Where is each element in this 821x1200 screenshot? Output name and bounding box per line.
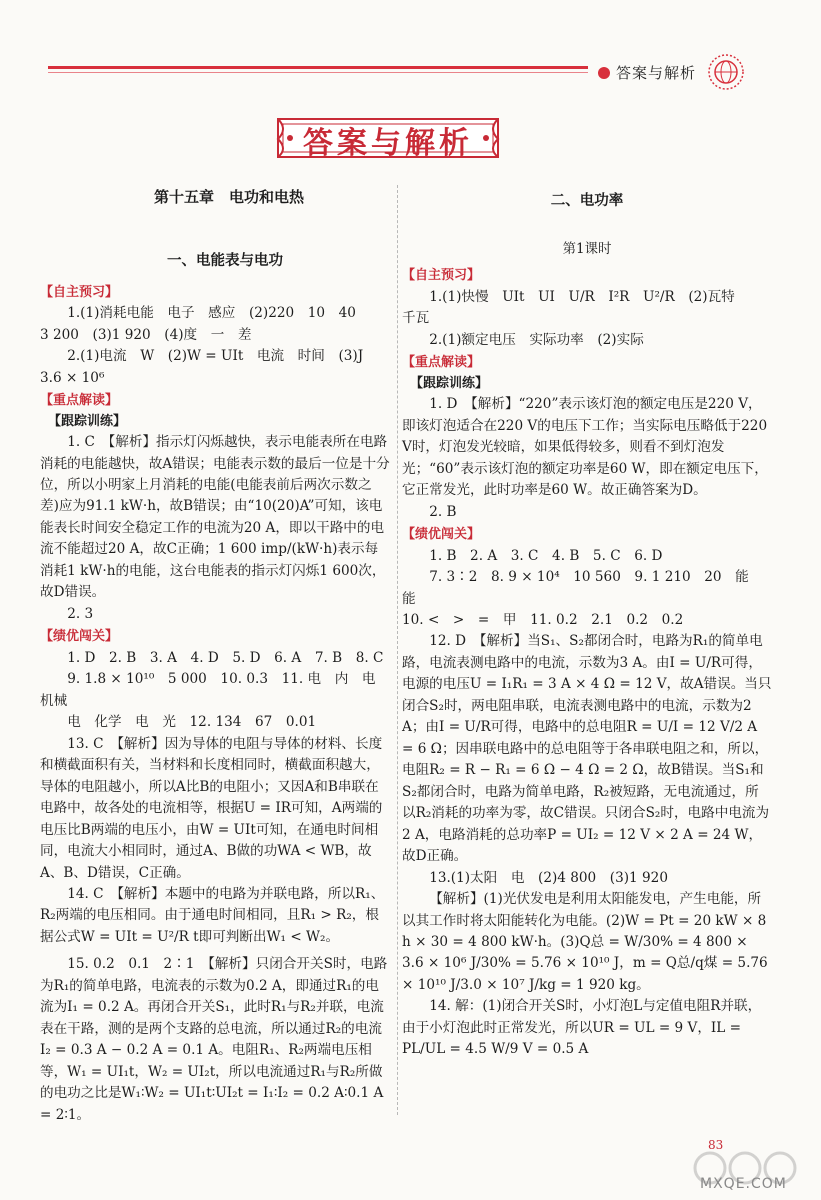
answer-q13: 13.(1)太阳 电 (2)4 800 (3)1 920: [429, 869, 668, 886]
excel-line: 10. < > = 甲 11. 0.2 2.1 0.2 0.2: [402, 611, 684, 628]
header-rule-thin: [48, 72, 588, 73]
answer-q1: 1. C 【解析】指示灯闪烁越快，表示电能表所在电路消耗的电能越快，故A错误；电能表示数的最后一位是十分位，所以小明家上月消耗的电能(电能表前后两次示数之差)应为91.1 kW·h，故B错误；由“10(20)A”可知，该电能表长时间安全稳定工作的电流为20 A，即以干路中的电流不能超过20 A，故C正确；1 600 imp/(kW·h)表示每消耗1 kW·h的电能，这台电能表的指示灯闪烁1 600次，故D错误。: [40, 434, 390, 601]
preview-line: 1.(1)消耗电能 电子 感应 (2)220 10 40: [67, 305, 356, 322]
right-column: [402, 186, 772, 1061]
column-divider: [397, 185, 398, 1115]
preview-line: 3 200 (3)1 920 (4)度 一 差: [40, 326, 252, 343]
answer-q14: 14. C 【解析】本题中的电路为并联电路，所以R₁、R₂两端的电压相同。由于通电时间相同，且R₁ > R₂，根据公式W = UIt = U²/R t即可判断出W₁ < W₂。: [40, 885, 385, 945]
answer-q2: 2. B: [429, 503, 457, 520]
excel-line: 1. B 2. A 3. C 4. B 5. C 6. D: [429, 547, 663, 564]
excel-line: 7. 3∶2 8. 9 × 10⁴ 10 560 9. 1 210 20 能 能: [402, 569, 763, 607]
sub-track: 【跟踪训练】: [410, 375, 489, 391]
preview-line: 3.6 × 10⁶: [40, 369, 105, 386]
preview-line: 2.(1)电流 W (2)W = UIt 电流 时间 (3)J: [67, 348, 364, 365]
section-title-right: 二、电功率: [550, 193, 624, 209]
answer-q15: 15. 0.2 0.1 2∶1 【解析】只闭合开关S时，电路为R₁的简单电路，电流表的示数为0.2 A，即通过R₁的电流为I₁ = 0.2 A。再闭合开关S₁，此时R₁与R₂并联，电流表在干路，测的是两个支路的总电流，所以通过R₂的电流I₂ = 0.3 A − 0.2 A = 0.1 A。电阻R₁、R₂两端电压相等，W₁ = UI₁t，W₂ = UI₂t，所以电流通过R₁与R₂所做的电功之比是W₁∶W₂ = UI₁t∶UI₂t = I₁∶I₂ = 0.2 A∶0.1 A = 2∶1。: [40, 956, 388, 1123]
preview-line: 千瓦: [402, 310, 430, 327]
header-rule-thick: [48, 66, 588, 69]
globe-ornament-icon: [706, 52, 746, 92]
chapter-title: 第十五章 电功和电热: [153, 188, 304, 206]
excel-line: 9. 1.8 × 10¹⁰ 5 000 10. 0.3 11. 电 内 电 机械: [40, 671, 390, 709]
banner-title: 答案与解析: [303, 126, 473, 161]
watermark-text: MXQE.COM: [700, 1176, 787, 1192]
tag-key: 【重点解读】: [40, 393, 119, 408]
tag-preview: 【自主预习】: [40, 284, 119, 300]
excel-line: 1. D 2. B 3. A 4. D 5. D 6. A 7. B 8. C: [67, 649, 384, 666]
answer-q14: 14. 解：(1)闭合开关S时，小灯泡L与定值电阻R并联，由于小灯泡此时正常发光，所以UR = UL = 9 V，IL = PL/UL = 4.5 W/9 V = 0.5 A: [402, 998, 762, 1058]
tag-excel: 【绩优闯关】: [402, 527, 481, 543]
preview-line: 2.(1)额定电压 实际功率 (2)实际: [429, 331, 644, 348]
header-dot-icon: [598, 67, 610, 79]
excel-line: 电 化学 电 光 12. 134 67 0.01: [67, 714, 317, 731]
answer-q1: 1. D 【解析】“220”表示该灯泡的额定电压是220 V，即该灯泡适合在220 V的电压下工作；当实际电压略低于220 V时，灯泡发光较暗，如果低得较多，则看不到灯泡发光；“60”表示该灯泡的额定功率是60 W，即在额定电压下，它正常发光，此时功率是60 W。故正确答案为D。: [402, 396, 768, 499]
section-title: 一、电能表与电功: [167, 252, 283, 269]
answer-q12: 12. D 【解析】当S₁、S₂都闭合时，电路为R₁的简单电路，电流表测电路中的电流，示数为3 A。由I = U/R可得，电源的电压U = I₁R₁ = 3 A × 4 Ω = 12 V，故A错误。当只闭合S₂时，两电阻串联，电流表测电路中的电流，示数为2 A；由I = U/R可得，电路中的总电阻R = U/I = 12 V/2 A = 6 Ω；因串联电路中的总电阻等于各串联电阻之和，所以，电阻R₂ = R − R₁ = 6 Ω − 4 Ω = 2 Ω，故B错误。当S₁和S₂都闭合时，电路为简单电路，R₂被短路，无电流通过，所以R₂消耗的功率为零，故C错误。只闭合S₂时，电路中电流为2 A，电路消耗的总功率P = UI₂ = 12 V × 2 A = 24 W，故D正确。: [402, 633, 772, 865]
left-column: [40, 186, 390, 1126]
tag-excel: 【绩优闯关】: [40, 629, 119, 645]
lesson-title: 第1课时: [562, 240, 612, 257]
sub-track: 【跟踪训练】: [48, 413, 127, 429]
answer-q13: 13. C 【解析】因为导体的电阻与导体的材料、长度和横截面积有关，当材料和长度相同时，横截面积越大，导体的电阻越小，所以A比B的电阻小；又因A和B串联在电路中，故各处的电流相等，根据U = IR可知，A两端的电压比B两端的电压小，由W = UIt可知，在通电时间相同，电流大小相同时，通过A、B做的功WA < WB，故A、B、D错误，C正确。: [40, 735, 383, 881]
tag-preview: 【自主预习】: [402, 268, 481, 284]
tag-key: 【重点解读】: [402, 355, 481, 371]
header-title: 答案与解析: [616, 64, 697, 82]
page-number: 83: [708, 1138, 724, 1152]
preview-line: 1.(1)快慢 UIt UI U/R I²R U²/R (2)瓦特: [429, 288, 735, 305]
answer-q2: 2. 3: [67, 605, 94, 622]
answer-q13-analysis: 【解析】(1)光伏发电是利用太阳能发电，产生电能，所以其工作时将太阳能转化为电能。(2)W = Pt = 20 kW × 8 h × 30 = 4 800 kW·h。(3)Q总 = W/30% = 4 800 × 3.6 × 10⁶ J/30% = 5.76 × 10¹⁰ J，m = Q总/q煤 = 5.76 × 10¹⁰ J/3.0 × 10⁷ J/kg = 1 920 kg。: [402, 891, 768, 993]
